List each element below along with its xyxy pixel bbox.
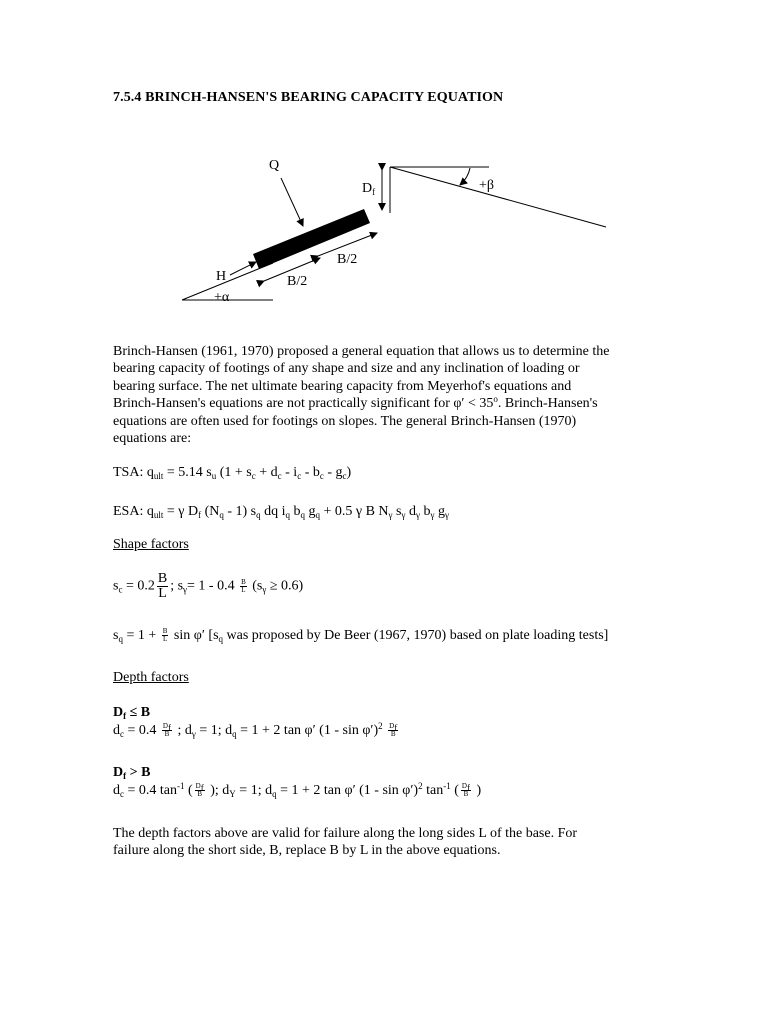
shape-factors-title: Shape factors (113, 537, 189, 552)
fraction-b-over-l: $\frac{B}{L}$ (157, 571, 168, 601)
fraction-b-over-l-small: $\frac{B}{L}$ (241, 578, 246, 594)
esa-equation: ESA: $q_{ult} = \gamma$ $D_f$ $(N_q - 1)$ $s_q$ dq $i_q$ $b_q$ $g_q + 0.5$ γ B $N_\gamma$ $s_\gamma$ $d_\gamma$ $b_\gamma$ $g_\gamma$ (113, 504, 449, 520)
label-Df: $D_f$ (362, 181, 376, 197)
label-beta: +β (479, 178, 495, 193)
depth-factors-title: Depth factors (113, 670, 189, 685)
h-load-arrow (230, 262, 256, 275)
label-Q: Q (269, 158, 280, 173)
fraction-b-over-l-small: $\frac{B}{L}$ (162, 627, 168, 644)
footing-slope-diagram (0, 0, 768, 340)
depth-case2-heading: $D_f > B$ (113, 765, 151, 781)
depth-case2-equation: $d_c = 0.4$ $\tan^{-1}$ ( $\frac{D_f}{B}$ ); $d_\Upsilon = 1$; $d_q = 1 + 2$ tan φ′ (1 - sin φ′)$^2$ $\tan^{-1}$ ( $\frac{D_f}{B}$ ) (113, 781, 482, 799)
fraction-df-over-b: $\frac{D_f}{B}$ (389, 722, 398, 739)
tsa-equation: TSA: $q_{ult} = 5.14$ $s_u$ $(1 + s_c + d_c - i_c - b_c - g_c)$ (113, 465, 352, 481)
shape-factor-sc-sg: $s_c = 0.2$ $\frac{B}{L}$ ; $s_\gamma= 1 - 0.4$ $\frac{B}{L}$ $(s_\gamma \ge 0.6)$ (113, 571, 304, 601)
label-b-half-lower: B/2 (287, 274, 308, 289)
label-H: H (216, 269, 227, 284)
fraction-df-over-b: $\frac{D_f}{B}$ (162, 722, 171, 739)
intro-paragraph: Brinch-Hansen (1961, 1970) proposed a general equation that allows us to determine the bearing capacity of footings of any shape and size and any inclination of loading or bearing surface. The net ultimate bearing capacity from Meyerhof's equations and Brinch-Hansen's equations are not practically significant for $\varphi' < 35^o$. Brinch-Hansen's equations are often used for footings on slopes. The general Brinch-Hansen (1970) equations are: (113, 344, 610, 447)
beta-arrow (460, 168, 470, 185)
shape-factor-sq: $s_q = 1$ + $\frac{B}{L}$ sin φ′ [$s_q$ was proposed by De Beer (1967, 1970) based on plate loading tests] (113, 627, 609, 644)
q-load-arrow (281, 178, 303, 226)
label-b-half-upper: B/2 (337, 252, 358, 267)
slope-surface-line (390, 167, 606, 227)
section-heading: 7.5.4 BRINCH-HANSEN'S BEARING CAPACITY EQUATION (113, 90, 504, 105)
closing-paragraph: The depth factors above are valid for failure along the long sides L of the base. For failure along the short side, B, replace B by L in the above equations. (113, 826, 578, 859)
fraction-df-over-b: $\frac{D_f}{B}$ (195, 782, 204, 799)
depth-case1-heading: $D_f \le B$ (113, 705, 151, 721)
fraction-df-over-b: $\frac{D_f}{B}$ (461, 782, 470, 799)
label-alpha: +α (214, 290, 230, 305)
depth-case1-equation: $d_c = 0.4$ $\frac{D_f}{B}$ ; $d_\gamma = 1$; $d_q = 1 + 2$ tan φ′ (1 - sin φ′)$^2$ $\frac{D_f}{B}$ (113, 721, 398, 739)
